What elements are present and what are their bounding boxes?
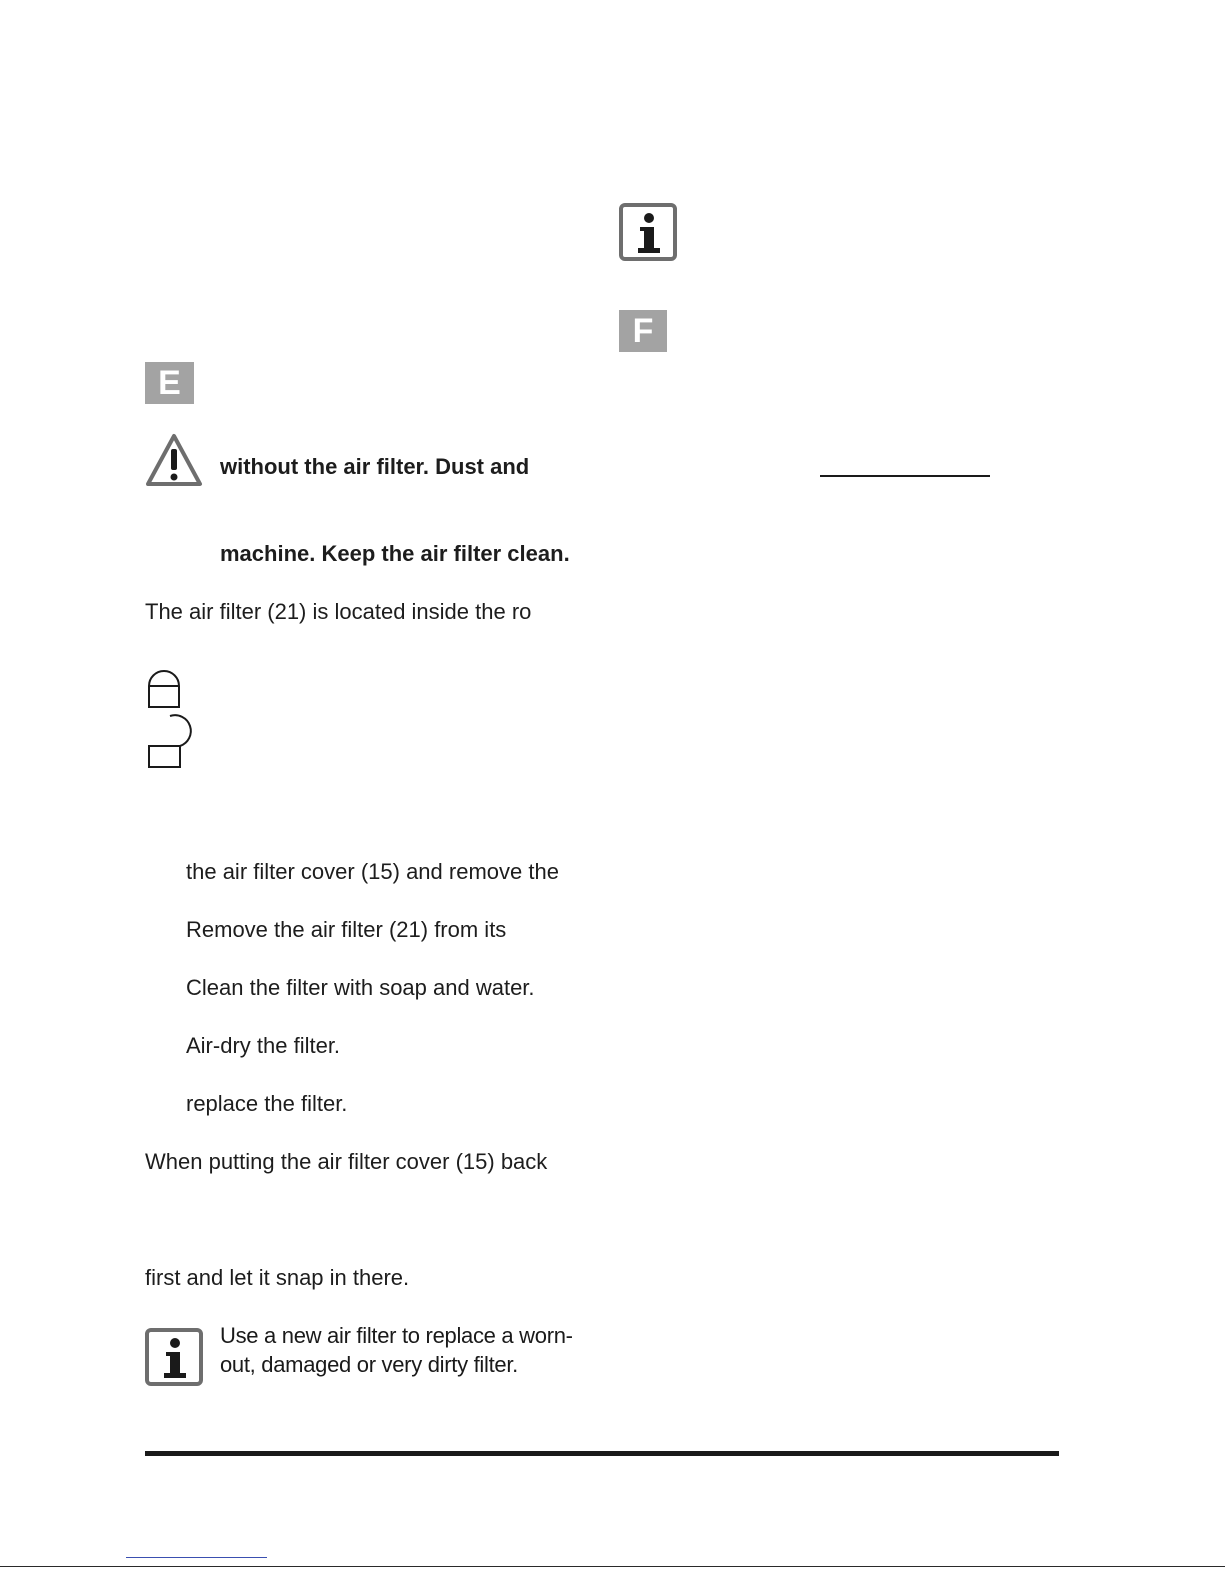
intro-text: The air filter (21) is located inside the ro (145, 599, 532, 624)
warning-text-line-2: machine. Keep the air filter clean. (220, 541, 570, 566)
note-text-line-2: out, damaged or very dirty filter. (220, 1352, 518, 1377)
warning-triangle-icon (144, 432, 204, 488)
step-3: Clean the filter with soap and water. (186, 975, 535, 1000)
bottom-link-underline (126, 1557, 267, 1558)
reassembly-text-line-2: first and let it snap in there. (145, 1265, 410, 1290)
step-5: replace the filter. (186, 1091, 348, 1116)
footer-rule (145, 1451, 1059, 1456)
step-2: Remove the air filter (21) from its (186, 917, 507, 942)
step-1: the air filter cover (15) and remove the (186, 859, 559, 884)
section-badge-e: E (145, 362, 194, 404)
reassembly-text-line-1: When putting the air filter cover (15) back (145, 1149, 548, 1174)
lock-closed-icon (146, 668, 186, 710)
lock-open-icon (146, 712, 196, 770)
underline-rule (820, 475, 990, 477)
step-4: Air-dry the filter. (186, 1033, 341, 1058)
note-info-icon (145, 1328, 203, 1386)
info-icon (619, 203, 677, 261)
note-text-line-1: Use a new air filter to replace a worn- (220, 1323, 573, 1348)
bottom-edge-line (0, 1566, 1225, 1567)
section-badge-f: F (619, 310, 667, 352)
warning-text-line-1: without the air filter. Dust and (220, 454, 530, 479)
